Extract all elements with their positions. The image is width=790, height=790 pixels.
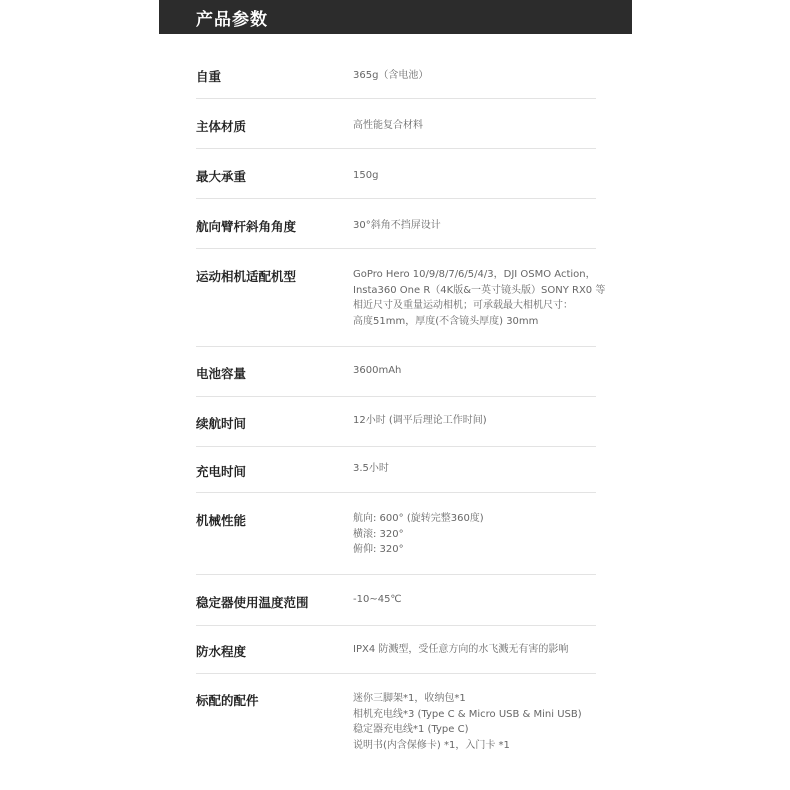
page-title: 产品参数 bbox=[196, 10, 268, 30]
spec-label: 防水程度 bbox=[196, 644, 247, 659]
spec-value bbox=[353, 592, 603, 608]
spec-row-arm-angle bbox=[196, 199, 596, 249]
spec-row-compatible-cameras bbox=[196, 249, 606, 347]
spec-row-accessories bbox=[196, 674, 596, 774]
spec-value bbox=[353, 413, 603, 429]
spec-row-runtime bbox=[196, 397, 596, 447]
spec-value-line: 横滚: 320° bbox=[353, 528, 404, 540]
spec-value bbox=[353, 642, 603, 658]
spec-row-weight bbox=[196, 55, 596, 99]
spec-value-line: 说明书(内含保修卡) *1，入门卡 *1 bbox=[353, 739, 510, 751]
spec-row-max-load bbox=[196, 149, 596, 199]
spec-row-waterproof bbox=[196, 626, 596, 674]
spec-label: 稳定器使用温度范围 bbox=[196, 595, 309, 610]
spec-value-line: 高性能复合材料 bbox=[353, 120, 423, 131]
spec-value bbox=[353, 363, 603, 379]
spec-label: 电池容量 bbox=[196, 366, 247, 381]
spec-value-line: -10~45℃ bbox=[353, 594, 402, 605]
spec-value-line: 365g（含电池） bbox=[353, 70, 429, 81]
spec-value-line: 3600mAh bbox=[353, 365, 402, 376]
spec-panel bbox=[159, 0, 632, 790]
spec-value bbox=[353, 691, 603, 753]
spec-value-line: 30°斜角不挡屏设计 bbox=[353, 220, 441, 231]
spec-value bbox=[353, 461, 603, 477]
spec-label: 续航时间 bbox=[196, 416, 247, 431]
spec-value-line: 3.5小时 bbox=[353, 463, 389, 474]
spec-value bbox=[353, 118, 603, 134]
spec-row-material bbox=[196, 99, 596, 149]
spec-value bbox=[353, 267, 606, 329]
spec-value-line: 150g bbox=[353, 170, 379, 181]
header-bar bbox=[159, 0, 632, 34]
spec-value-line: Insta360 One R（4K版&一英寸镜头版）SONY RX0 等 bbox=[353, 284, 606, 296]
spec-value-line: 迷你三脚架*1，收纳包*1 bbox=[353, 693, 466, 704]
spec-value-line: 高度51mm，厚度(不含镜头厚度) 30mm bbox=[353, 315, 539, 327]
spec-row-battery bbox=[196, 347, 596, 397]
spec-label: 航向臂杆斜角角度 bbox=[196, 219, 297, 234]
spec-value-line: 相近尺寸及重量运动相机；可承载最大相机尺寸： bbox=[353, 300, 573, 311]
spec-label: 自重 bbox=[196, 69, 222, 84]
spec-row-temperature bbox=[196, 575, 596, 626]
spec-value-line: GoPro Hero 10/9/8/7/6/5/4/3，DJI OSMO Action， bbox=[353, 269, 596, 280]
spec-value bbox=[353, 168, 603, 184]
spec-label: 标配的配件 bbox=[196, 693, 259, 708]
spec-label: 运动相机适配机型 bbox=[196, 269, 297, 284]
spec-label: 主体材质 bbox=[196, 119, 247, 134]
spec-value-line: 12小时 (调平后理论工作时间) bbox=[353, 415, 487, 426]
spec-value bbox=[353, 511, 603, 558]
spec-value bbox=[353, 218, 603, 234]
spec-label: 最大承重 bbox=[196, 169, 247, 184]
spec-value-line: 相机充电线*3 (Type C & Micro USB & Mini USB) bbox=[353, 708, 582, 720]
spec-value bbox=[353, 68, 603, 84]
spec-value-line: 稳定器充电线*1 (Type C) bbox=[353, 724, 469, 735]
spec-label: 机械性能 bbox=[196, 513, 247, 528]
spec-value-line: IPX4 防溅型，受任意方向的水飞溅无有害的影响 bbox=[353, 644, 569, 655]
spec-row-mechanical bbox=[196, 493, 596, 575]
spec-row-charge-time bbox=[196, 447, 596, 493]
spec-value-line: 航向: 600° (旋转完整360度) bbox=[353, 513, 484, 524]
spec-label: 充电时间 bbox=[196, 464, 247, 479]
spec-value-line: 俯仰: 320° bbox=[353, 544, 404, 555]
